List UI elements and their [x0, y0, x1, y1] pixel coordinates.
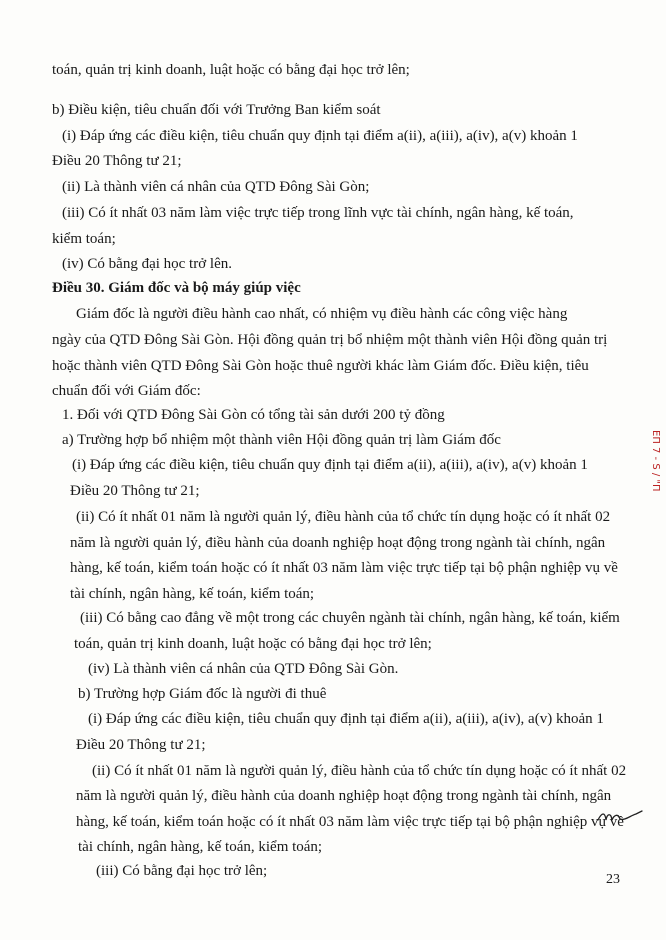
text-line: (ii) Là thành viên cá nhân của QTD Đông Sài Gòn;: [62, 179, 370, 195]
text-line: (iii) Có bằng cao đẳng về một trong các chuyên ngành tài chính, ngân hàng, kế toán, kiểm: [80, 610, 620, 626]
text-line: (ii) Có ít nhất 01 năm là người quản lý, điều hành của tổ chức tín dụng hoặc có ít nhất 02: [76, 509, 611, 525]
edge-stamp: ΕΠ 7 - S / "Π: [650, 430, 661, 492]
page-number: 23: [606, 872, 620, 887]
text-line: toán, quản trị kinh doanh, luật hoặc có bằng đại học trở lên;: [74, 636, 432, 652]
text-line: năm là người quản lý, điều hành của doanh nghiệp hoạt động trong ngành tài chính, ngân: [76, 788, 612, 804]
text-line: b) Điều kiện, tiêu chuẩn đối với Trưởng Ban kiểm soát: [52, 102, 381, 118]
text-line: Điều 20 Thông tư 21;: [70, 483, 200, 499]
article-heading: Điều 30. Giám đốc và bộ máy giúp việc: [52, 280, 301, 296]
text-line: hàng, kế toán, kiểm toán hoặc có ít nhất 03 năm làm việc trực tiếp tại bộ phận nghiệp vụ về: [76, 814, 624, 830]
text-line: b) Trường hợp Giám đốc là người đi thuê: [78, 686, 327, 702]
text-line: (i) Đáp ứng các điều kiện, tiêu chuẩn quy định tại điểm a(ii), a(iii), a(iv), a(v) khoản 1: [62, 128, 578, 144]
text-line: (iii) Có bằng đại học trở lên;: [96, 863, 268, 879]
text-line: năm là người quản lý, điều hành của doanh nghiệp hoạt động trong ngành tài chính, ngân: [70, 535, 606, 551]
text-line: Điều 20 Thông tư 21;: [52, 153, 182, 169]
text-line: 1. Đối với QTD Đông Sài Gòn có tổng tài sản dưới 200 tỷ đồng: [62, 407, 445, 423]
text-line: hàng, kế toán, kiểm toán hoặc có ít nhất 03 năm làm việc trực tiếp tại bộ phận nghiệp vụ về: [70, 560, 618, 576]
text-line: (iv) Có bằng đại học trở lên.: [62, 256, 232, 272]
text-line: (i) Đáp ứng các điều kiện, tiêu chuẩn quy định tại điểm a(ii), a(iii), a(iv), a(v) khoản 1: [88, 711, 604, 727]
text-line: Giám đốc là người điều hành cao nhất, có nhiệm vụ điều hành các công việc hàng: [76, 306, 568, 322]
text-line: chuẩn đối với Giám đốc:: [52, 383, 201, 399]
text-line: a) Trường hợp bổ nhiệm một thành viên Hội đồng quản trị làm Giám đốc: [62, 432, 501, 448]
text-line: Điều 20 Thông tư 21;: [76, 737, 206, 753]
text-line: hoặc thành viên QTD Đông Sài Gòn hoặc thuê người khác làm Giám đốc. Điều kiện, tiêu: [52, 358, 589, 374]
text-line: (ii) Có ít nhất 01 năm là người quản lý, điều hành của tổ chức tín dụng hoặc có ít nhất 02: [92, 763, 627, 779]
text-line: ngày của QTD Đông Sài Gòn. Hội đồng quản trị bổ nhiệm một thành viên Hội đồng quản trị: [52, 332, 608, 348]
signature-initials: [596, 806, 646, 828]
text-line: kiểm toán;: [52, 231, 116, 247]
text-line: tài chính, ngân hàng, kế toán, kiểm toán;: [78, 839, 323, 855]
text-line: tài chính, ngân hàng, kế toán, kiểm toán;: [70, 586, 315, 602]
text-line: toán, quản trị kinh doanh, luật hoặc có bằng đại học trở lên;: [52, 62, 410, 78]
text-line: (i) Đáp ứng các điều kiện, tiêu chuẩn quy định tại điểm a(ii), a(iii), a(iv), a(v) khoản 1: [72, 457, 588, 473]
text-line: (iii) Có ít nhất 03 năm làm việc trực tiếp trong lĩnh vực tài chính, ngân hàng, kế toán,: [62, 205, 574, 221]
text-line: (iv) Là thành viên cá nhân của QTD Đông Sài Gòn.: [88, 661, 399, 677]
